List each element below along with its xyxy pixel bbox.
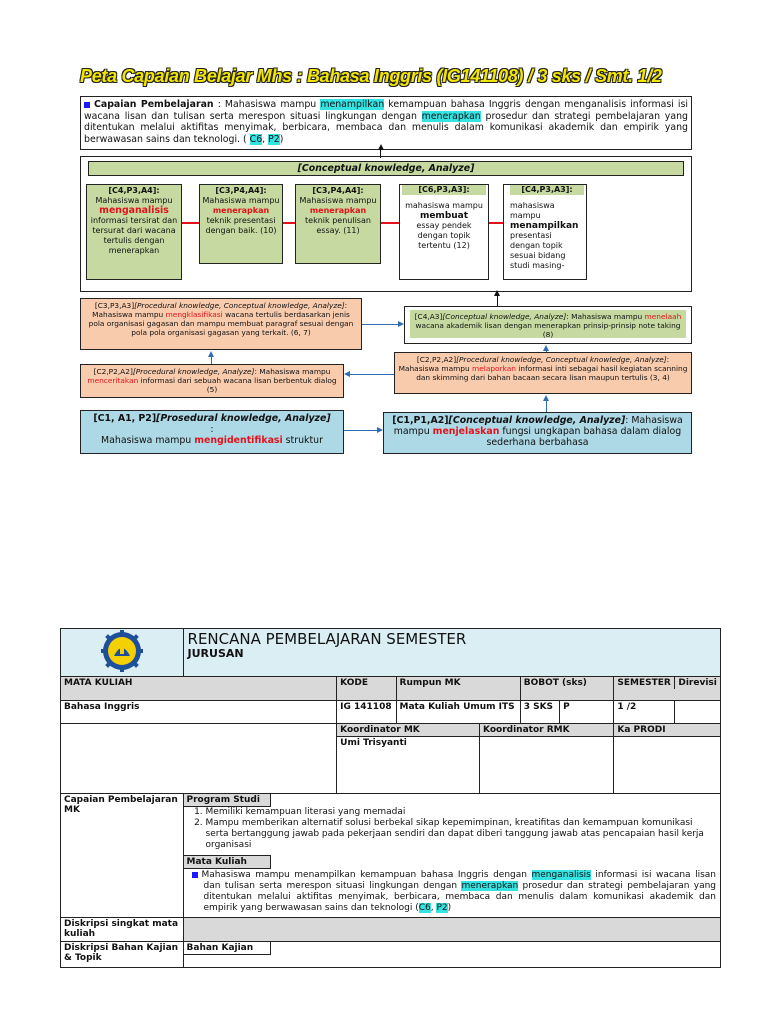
box-verb: mengklasifikasi (165, 310, 223, 319)
prodi-list (184, 807, 720, 855)
competency-post: informasi tersirat dan tersurat dari wacana tertulis dengan menerapkan (90, 216, 178, 255)
conceptual-header (88, 161, 684, 176)
mk-hl-2: menerapkan (461, 881, 519, 891)
value-sks: 3 SKS (520, 701, 559, 724)
page-title: Peta Capaian Belajar Mhs : Bahasa Inggris (IG141108) / 3 sks / Smt. 1/2 (80, 66, 662, 86)
arrow-left-icon (344, 371, 350, 377)
connector-line (362, 324, 402, 325)
box-code: [C1,P1,A2] (392, 415, 449, 426)
arrow-right-icon (398, 321, 404, 327)
connector-line (489, 222, 503, 224)
mk-text-3: prosedur dan strategi pembelajaran yang ditentukan melalui aktifitas menyimak, berbicara, membaca dan menulis dalam komunikasi akademik dan empirik yang berwawasan sains dan teknologi ( (203, 881, 717, 913)
rps-title: RENCANA PEMBELAJARAN SEMESTER (187, 630, 467, 648)
capaian-hl-3: C6 (249, 133, 263, 145)
competency-box-5 (503, 184, 587, 280)
header-kaprodi: Ka PRODI (614, 724, 720, 737)
box-post: informasi dari sebuah wacana lisan berbentuk dialog (5) (138, 376, 337, 394)
capaian-sep: , (262, 133, 269, 145)
diskripsi-content (183, 918, 720, 942)
box-kind: [Procedural knowledge, Conceptual knowledge, Analyze] (134, 301, 345, 310)
competency-pre: Mahasiswa mampu (202, 196, 280, 205)
label-diskripsi: Diskripsi singkat mata kuliah (61, 918, 184, 942)
mk-sep: , (430, 903, 437, 913)
mid-right-bottom-box (394, 352, 692, 394)
box-code: [C3,P3,A3] (94, 301, 135, 310)
connector-line (211, 356, 212, 364)
capaian-hl-4: P2 (268, 133, 280, 145)
arrow-up-icon (543, 345, 549, 351)
mk-hl-3: C6 (418, 903, 431, 913)
competency-pre: Mahasiswa mampu (299, 196, 377, 205)
box-colon: : (210, 424, 214, 435)
header-semester-cell (614, 677, 721, 701)
capaian-hl-2: menerapkan (421, 110, 481, 122)
competency-code: [C4,P3,A3]: (510, 185, 584, 195)
box-kind: [Prosedural knowledge, Analyze] (156, 413, 331, 424)
label-mata-kuliah: Mata Kuliah (184, 855, 271, 869)
competency-code: [C3,P4,A4]: (215, 186, 267, 195)
arrow-up-icon (208, 351, 214, 357)
box-verb: menjelaskan (432, 426, 500, 437)
header-mata-kuliah: MATA KULIAH (61, 677, 337, 701)
box-post: wacana akademik lisan dengan menerapkan prinsip-prinsip note taking (8) (415, 321, 681, 338)
label-bahan-kajian: Bahan Kajian (184, 942, 271, 955)
box-pre: : Mahasiswa mampu (566, 312, 645, 321)
box-pre: Mahasiswa mampu (101, 435, 195, 446)
value-semester: 1 /2 (614, 701, 675, 723)
connector-line (381, 222, 399, 224)
competency-code: [C4,P3,A4]: (108, 186, 160, 195)
box-pre: : Mahasiswa mampu (398, 355, 670, 373)
label-bahan-kajian-topik: Diskripsi Bahan Kajian & Topik (61, 942, 184, 968)
competency-code: [C6,P3,A3]: (402, 185, 486, 195)
box-kind: [Conceptual knowledge, Analyze] (448, 415, 626, 426)
value-koord-mk: Umi Trisyanti (340, 738, 407, 748)
competency-pre: Mahasiswa mampu (95, 196, 173, 205)
connector-line (546, 400, 547, 412)
list-item: 1. Memiliki kemampuan literasi yang memadai (206, 807, 714, 818)
arrow-up-icon (378, 144, 384, 150)
box-code: [C2,P2,A2] (416, 355, 457, 364)
mid-left-bottom-box (80, 364, 344, 398)
its-logo-icon (100, 630, 144, 672)
connector-line (344, 430, 378, 431)
box-code: [C2,P2,A2] (93, 367, 133, 376)
koord-rmk-cell (480, 724, 614, 794)
value-kode: IG 141108 (337, 701, 396, 724)
koord-mk-cell (337, 724, 480, 794)
competency-pre: mahasiswa mampu (510, 201, 555, 220)
capaian-label: Capaian Pembelajaran (94, 99, 214, 110)
value-rumpun: Mata Kuliah Umum ITS (396, 701, 520, 724)
conceptual-header-text: [Conceptual knowledge, Analyze] (297, 163, 475, 174)
box-post: struktur (282, 435, 323, 446)
mk-hl-4: P2 (436, 903, 448, 913)
box-pre: : Mahasiswa mampu (254, 367, 331, 376)
competency-code: [C3,P4,A4]: (312, 186, 364, 195)
box-code: [C4,A3] (414, 312, 443, 321)
mid-right-top-box (410, 310, 686, 338)
competency-box-2 (199, 184, 283, 264)
header-koord-rmk: Koordinator RMK (480, 724, 613, 737)
mid-left-top-box (80, 298, 362, 350)
box-post: fungsi ungkapan bahasa dalam dialog sederhana berbahasa (486, 426, 682, 448)
competency-verb: menerapkan (309, 206, 367, 215)
competency-verb: menerapkan (212, 206, 270, 215)
box-kind: [Procedural knowledge, Conceptual knowledge, Analyze] (456, 355, 667, 364)
box-verb: mengidentifikasi (194, 435, 283, 446)
box-kind: [Conceptual knowledge, Analyze] (442, 312, 567, 321)
competency-box-1 (86, 184, 182, 280)
bullet-icon (84, 102, 90, 108)
bahan-content (183, 942, 720, 968)
box-pre: : Mahasiswa mampu (393, 415, 683, 437)
header-semester: SEMESTER (614, 677, 675, 689)
label-program-studi: Program Studi (184, 794, 271, 807)
box-code: [C1, A1, P2] (93, 413, 157, 424)
competency-post: presentasi dengan topik sesuai bidang studi masing- (510, 231, 566, 270)
box-verb: melaporkan (472, 364, 516, 373)
header-bobot: BOBOT (sks) (520, 677, 614, 701)
mk-hl-1: menganalisis (531, 870, 591, 880)
capaian-text-2: kemampuan bahasa Inggris dengan menganalisis informasi isi wacana lisan dan tulisan serta merespon situasi lingkungan dengan (84, 99, 688, 122)
connector-line (350, 374, 394, 375)
rps-subtitle: JURUSAN (187, 647, 244, 660)
competency-verb: menampilkan (510, 221, 579, 231)
capaian-text-1: : Mahasiswa mampu (213, 99, 321, 110)
box-pre: : Mahasiswa mampu (92, 301, 348, 319)
header-kode: KODE (337, 677, 396, 701)
competency-post: teknik penulisan essay. (11) (305, 216, 371, 235)
mk-text-2: informasi isi wacana lisan dan tulisan serta merespon situasi lingkungan dengan (203, 870, 716, 891)
logo-cell (61, 629, 184, 677)
box-kind: [Procedural knowledge, Analyze] (132, 367, 255, 376)
label-capaian: Capaian Pembelajaran MK (61, 794, 184, 918)
value-mata-kuliah: Bahasa Inggris (61, 701, 337, 724)
capaian-hl-1: menampilkan (320, 99, 385, 110)
arrow-up-icon (543, 395, 549, 401)
header-rumpun: Rumpun MK (396, 677, 520, 701)
box-post: wacana tertulis berdasarkan jenis pola organisasi gagasan dan mampu membuat paragraf sesuai dengan pola pola organisasi gagasan yang terkait. (6, 7) (88, 310, 354, 337)
connector-line (182, 222, 199, 224)
box-verb: menceritakan (87, 376, 139, 385)
header-direvisi: Direvisi (678, 678, 717, 688)
empty-cell (61, 724, 337, 794)
mk-text-1: Mahasiswa mampu menampilkan kemampuan bahasa Inggris dengan (201, 870, 532, 880)
competency-box-3 (295, 184, 381, 264)
competency-pre: mahasiswa mampu (405, 201, 483, 210)
capaian-text-3: prosedur dan strategi pembelajaran yang ditentukan melalui aktifitas menyimak, berbicara, membaca dan menulis dalam komunikasi akademik dan empirik yang berwawasan sains dan teknologi. ( (84, 110, 688, 145)
mk-text (184, 869, 720, 917)
box-verb: menelaah (644, 312, 682, 321)
capaian-content (183, 794, 720, 918)
kaprodi-cell (614, 724, 721, 794)
competency-box-4 (399, 184, 489, 280)
box-post: informasi inti sebagai hasil kegiatan scanning dan skimming dari bahan bacaan secara lisan maupun tertulis (3, 4) (416, 364, 688, 382)
arrow-up-icon (494, 290, 500, 296)
connector-line (283, 222, 295, 224)
bottom-right-box (383, 412, 692, 454)
header-koord-mk: Koordinator MK (337, 724, 479, 737)
value-p: P (560, 701, 614, 724)
value-semester-cell (614, 701, 721, 724)
bullet-icon (192, 872, 198, 878)
mk-end: ) (447, 903, 452, 913)
competency-post: teknik presentasi dengan baik. (10) (205, 216, 277, 235)
competency-verb: menganalisis (99, 205, 169, 216)
list-item: 2. Mampu memberikan alternatif solusi berbekal sikap kepemimpinan, kreatifitas dan kemampuan komunikasi serta bertanggung jawab pada pekerjaan sendiri dan dapat diberi tanggung jawab atas pencapaian hasil kerja organisasi (206, 818, 714, 851)
competency-post: essay pendek dengan topik tertentu (12) (416, 221, 472, 250)
rps-table (60, 628, 721, 968)
capaian-end: ) (279, 133, 284, 145)
competency-verb: membuat (419, 211, 469, 221)
bottom-left-box (80, 410, 344, 454)
capaian-box (80, 96, 692, 150)
rps-header-cell (183, 629, 720, 677)
